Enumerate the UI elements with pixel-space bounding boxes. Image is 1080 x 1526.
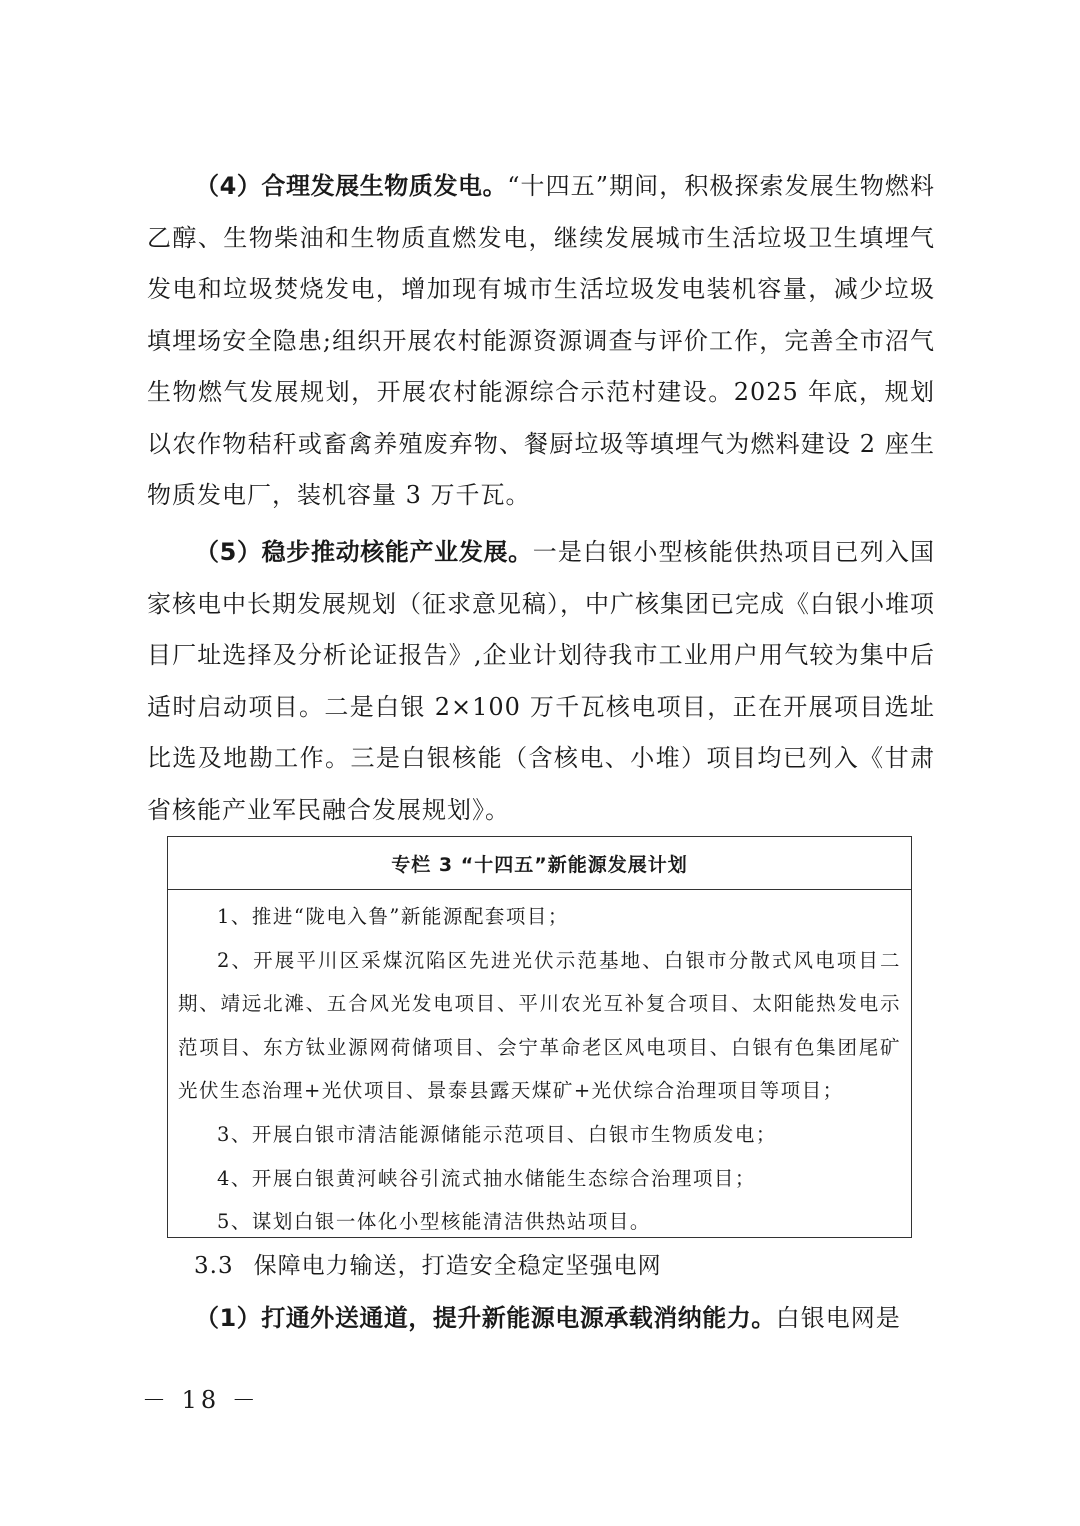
section-number: 3.3 [194, 1253, 234, 1279]
section-heading [194, 1244, 662, 1288]
paragraph-heading: （1）打通外送通道，提升新能源电源承载消纳能力。 [195, 1304, 776, 1332]
paragraph-body: 一是白银小型核能供热项目已列入国家核电中长期发展规划（征求意见稿），中广核集团已完成《白银小堆项目厂址选择及分析论证报告》,企业计划待我市工业用户用气较为集中后适时启动项目。二是白银 2×100 万千瓦核电项目，正在开展项目选址比选及地勘工作。三是白银核能（含核电、小堆）项目均已列入《甘肃省核能产业军民融合发展规划》。 [147, 538, 936, 824]
page-number: － 18 － [142, 1386, 260, 1414]
column-box-title: 专栏 3 “十四五”新能源发展计划 [168, 837, 911, 890]
list-item: 5、谋划白银一体化小型核能清洁供热站项目。 [217, 1210, 651, 1234]
paragraph-nuclear-industry [147, 527, 935, 836]
section-title: 保障电力输送，打造安全稳定坚强电网 [253, 1253, 662, 1279]
paragraph-biomass-power [147, 161, 935, 522]
list-item: 3、开展白银市清洁能源储能示范项目、白银市生物质发电； [217, 1122, 777, 1146]
column-box-body [168, 890, 911, 1244]
paragraph-heading: （5）稳步推动核能产业发展。 [195, 538, 533, 566]
paragraph-body: 白银电网是 [775, 1304, 901, 1332]
column-box-new-energy-plan [167, 836, 912, 1238]
paragraph-transmission-channel [147, 1293, 935, 1345]
list-item: 2、开展平川区采煤沉陷区先进光伏示范基地、白银市分散式风电项目二期、靖远北滩、五合风光发电项目、平川农光互补复合项目、太阳能热发电示范项目、东方钛业源网荷储项目、会宁革命老区风电项目、白银有色集团尾矿光伏生态治理+光伏项目、景泰县露天煤矿+光伏综合治理项目等项目； [178, 948, 901, 1103]
list-item: 4、开展白银黄河峡谷引流式抽水储能生态综合治理项目； [217, 1166, 756, 1190]
list-item: 1、推进“陇电入鲁”新能源配套项目； [217, 905, 569, 928]
paragraph-body: “十四五”期间，积极探索发展生物燃料乙醇、生物柴油和生物质直燃发电，继续发展城市生活垃圾卫生填埋气发电和垃圾焚烧发电，增加现有城市生活垃圾发电装机容量，减少垃圾填埋场安全隐患;组织开展农村能源资源调查与评价工作，完善全市沼气生物燃气发展规划，开展农村能源综合示范村建设。2025 年底，规划以农作物秸秆或畜禽养殖废弃物、餐厨垃圾等填埋气为燃料建设 2 座生物质发电厂，装机容量 3 万千瓦。 [147, 172, 936, 509]
paragraph-heading: （4）合理发展生物质发电。 [195, 172, 508, 200]
